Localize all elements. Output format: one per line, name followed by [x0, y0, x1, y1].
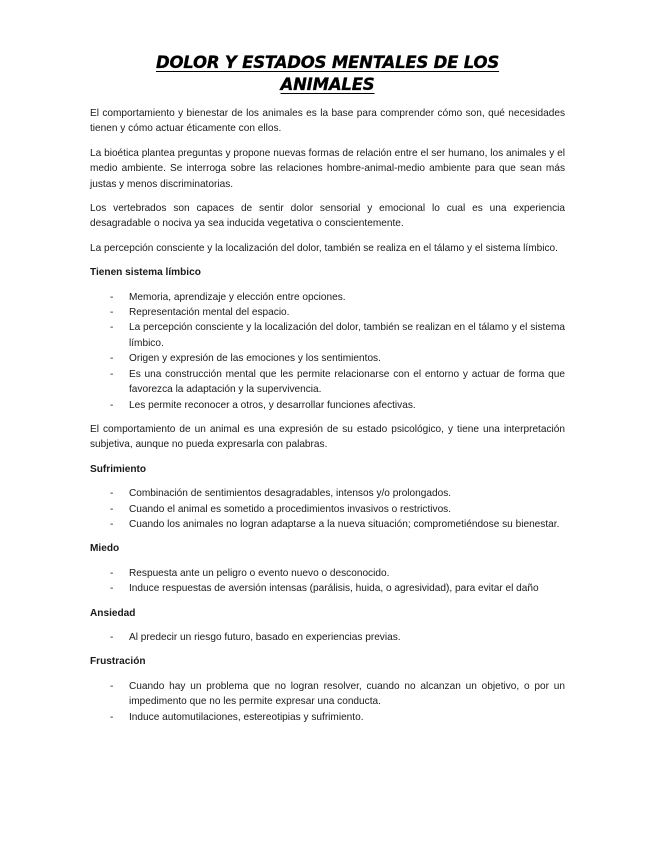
list-item-text: Respuesta ante un peligro o evento nuevo o desconocido. [129, 567, 390, 579]
list-item-text: Representación mental del espacio. [129, 307, 290, 319]
frustration-list [90, 679, 565, 725]
behavior-paragraph: El comportamiento de un animal es una expresión de su estado psicológico, y tiene una interpretación subjetiva, aunque no pueda expresarla con palabras. [90, 423, 565, 451]
bullet-dash: - [110, 368, 114, 380]
bullet-dash: - [110, 503, 114, 515]
list-item [90, 710, 565, 725]
list-item-text: Cuando el animal es sometido a procedimientos invasivos o restrictivos. [129, 503, 452, 515]
section-heading-anxiety: Ansiedad [90, 607, 136, 619]
list-item-text: Cuando los animales no logran adaptarse a la nueva situación; comprometiéndose su bienestar. [129, 518, 560, 530]
bullet-dash: - [110, 711, 114, 723]
limbic-list [90, 290, 565, 413]
title-line-2: ANIMALES [280, 75, 375, 94]
intro-paragraph: Los vertebrados son capaces de sentir dolor sensorial y emocional lo cual es una experiencia desagradable o nociva ya sea inducida vegetativa o conscientemente. [90, 203, 565, 230]
title-line-1: DOLOR Y ESTADOS MENTALES DE LOS [155, 53, 500, 72]
list-item [90, 630, 565, 645]
list-item-text: Cuando hay un problema que no logran resolver, cuando no alcanzan un objetivo, o por un impedimento que no les permite expresar una conducta. [129, 680, 565, 708]
list-item-text: Es una construcción mental que les permite relacionarse con el entorno y actuar de forma que favorezca la adaptación y la supervivencia. [129, 368, 565, 396]
list-item [90, 486, 565, 501]
anxiety-list [90, 630, 565, 645]
section-heading-frustration: Frustración [90, 656, 146, 668]
section-heading-fear: Miedo [90, 543, 120, 555]
fear-list [90, 566, 565, 597]
list-item-text: La percepción consciente y la localización del dolor, también se realizan en el tálamo y el sistema límbico. [129, 322, 565, 349]
bullet-dash: - [110, 631, 114, 643]
section-heading-suffering: Sufrimiento [90, 463, 147, 475]
bullet-dash: - [110, 567, 114, 579]
bullet-dash: - [110, 680, 114, 692]
bullet-dash: - [110, 399, 114, 411]
list-item-text: Induce automutilaciones, estereotipias y sufrimiento. [129, 711, 364, 723]
bullet-dash: - [110, 583, 114, 595]
intro-paragraph: El comportamiento y bienestar de los animales es la base para comprender cómo son, qué necesidades tienen y cómo actuar éticamente con ellos. [90, 108, 565, 135]
section-heading-limbic: Tienen sistema límbico [90, 267, 201, 279]
bullet-dash: - [110, 322, 114, 334]
intro-paragraph: La bioética plantea preguntas y propone nuevas formas de relación entre el ser humano, los animales y el medio ambiente. Se interroga sobre las relaciones hombre-animal-medio ambiente para que sean más justas y menos discriminatorias. [90, 147, 565, 190]
bullet-dash: - [110, 291, 114, 303]
list-item-text: Induce respuestas de aversión intensas (parálisis, huida, o agresividad), para evitar el daño [129, 583, 539, 595]
bullet-dash: - [110, 518, 114, 530]
list-item [90, 502, 565, 517]
bullet-dash: - [110, 353, 114, 365]
list-item [90, 398, 565, 413]
document-title [90, 52, 565, 96]
list-item-text: Al predecir un riesgo futuro, basado en experiencias previas. [129, 631, 401, 643]
list-item [90, 367, 565, 398]
list-item [90, 566, 565, 581]
list-item [90, 290, 565, 305]
list-item-text: Combinación de sentimientos desagradables, intensos y/o prolongados. [129, 488, 452, 500]
list-item [90, 351, 565, 366]
list-item [90, 320, 565, 351]
bullet-dash: - [110, 307, 114, 319]
list-item [90, 679, 565, 710]
intro-paragraph: La percepción consciente y la localización del dolor, también se realiza en el tálamo y el sistema límbico. [90, 242, 558, 254]
list-item [90, 581, 565, 596]
list-item [90, 305, 565, 320]
list-item [90, 517, 565, 532]
list-item-text: Memoria, aprendizaje y elección entre opciones. [129, 291, 346, 303]
bullet-dash: - [110, 488, 114, 500]
list-item-text: Origen y expresión de las emociones y los sentimientos. [129, 353, 381, 365]
suffering-list [90, 486, 565, 532]
list-item-text: Les permite reconocer a otros, y desarrollar funciones afectivas. [129, 399, 416, 411]
